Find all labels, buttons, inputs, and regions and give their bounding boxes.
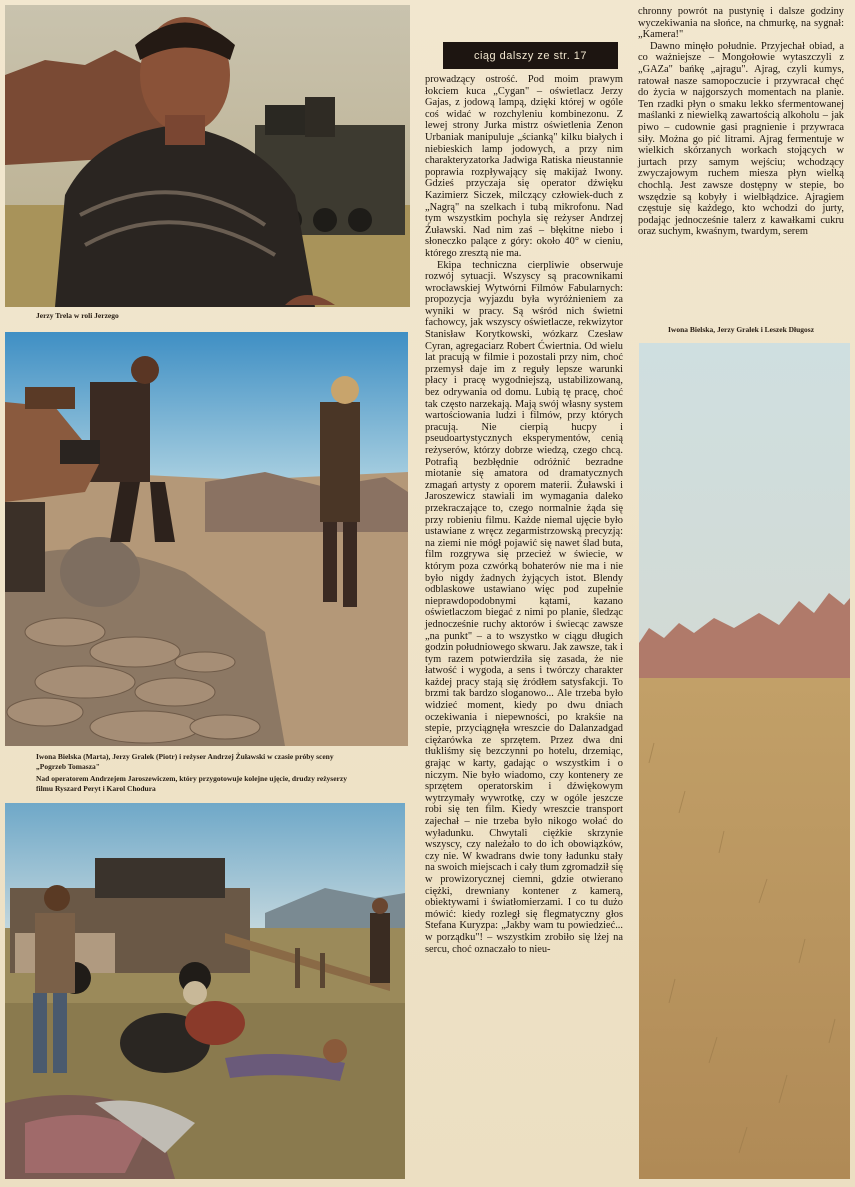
caption-photo3 <box>36 774 406 794</box>
article-paragraph: prowadzący ostrość. Pod moim prawym łokciem kuca „Cygan" – oświetlacz Jerzy Gajas, z jodową lampą, dzięki której w ogóle coś widać w rozchyleniu kombinezonu. Z lewej strony Jurka mistrz oświetlenia Zenon Urbaniak manipuluje „ścianką" kilku białych i niebieskich lamp jodowych, a przy nim charakteryzatorka Jadwiga Ratiska nieustannie poprawia rozpływający się makijaż Iwony. Gdzieś przyczaja się operator dźwięku Kazimierz Siczek, milczący człowiek-duch z „Nagrą" na szelkach i tubą mikrofonu. Nad tym wszystkim pochyla się reżyser Andrzej Żuławski. Nad nim zaś – błękitne niebo i słoneczko palące z góry: około 40° w cieniu, którego zresztą nie ma. <box>425 74 623 259</box>
caption-photo4: Iwona Bielska, Jerzy Gralek i Leszek Długosz <box>668 325 815 334</box>
caption-photo2 <box>36 752 406 772</box>
caption-photo3-line1: Nad operatorem Andrzejem Jaroszewiczem, który przygotowuje kolejne ujęcie, drudzy reżyserzy <box>36 774 347 783</box>
caption-photo2-line1: Iwona Bielska (Marta), Jerzy Gralek (Piotr) i reżyser Andrzej Żuławski w czasie próby sceny <box>36 752 334 761</box>
article-paragraph: chronny powrót na pustynię i dalsze godziny wyczekiwania na słońce, na chmurkę, na sygnał: „Kamera!" <box>638 6 844 41</box>
article-column-2 <box>638 6 844 324</box>
caption-photo2-line2: „Pogrzeb Tomasza" <box>36 762 100 771</box>
article-paragraph: Dawno minęło południe. Przyjechał obiad, a co ważniejsze – Mongołowie wytaszczyli z „GAZa" bańkę „ajragu". Ajrag, czyli kumys, ratował nasze samopoczucie i przywracał chęć do życia w najgorszych momentach na planie. Ten rzadki płyn o smaku lekko sfermentowanej maślanki z niewielką zawartością alkoholu – jak piwo – cudownie gasi pragnienie i przywraca siły. Można go pić litrami. Ajrag fermentuje w wielkich skórzanych workach stojących w jurtach przy samym wejściu; wchodzący zwyczajowym ruchem miesza płyn wielką chochlą. Jest zawsze dostępny w stepie, bo wszędzie są kobyły i wielbłądzice. Ajragiem częstuje się każdego, kto wchodzi do jurty, podając jednocześnie talerz z kawałkami cukru oraz suchym, kwaśnym, twardym, serem <box>638 40 844 238</box>
caption-photo3-line2: filmu Ryszard Peryt i Karol Chodura <box>36 784 156 793</box>
photo-steppe <box>639 343 850 1179</box>
photo-jerzy-trela <box>5 5 410 307</box>
photo-crew-truck <box>5 803 405 1179</box>
caption-photo1: Jerzy Trela w roli Jerzego <box>36 311 119 320</box>
article-paragraph: Ekipa techniczna cierpliwie obserwuje rozwój sytuacji. Wszyscy są pracownikami wrocławskiej Wytwórni Filmów Fabularnych: propozycja wyjazdu była wyróżnieniem za wyniki w pracy. Są wśród nich świetni fachowcy, jak wszyscy oświetlacze, rekwizytor Stanisław Korytkowski, wózkarz Czesław Cyran, agregaciarz Robert Ćwiertnia. Od wielu lat pracują w filmie i pozostali przy nim, choć przemysł daje im z reguły lepsze warunki płacy i pracę wygodniejszą, ustabilizowaną, bez odrywania od domu. Lubią tę pracę, choć tak często narzekają. Mają swój własny system wartościowania ludzi i filmów, przy których pracują. Nie cierpią hucpy i pseudoartystycznych eksperymentów, cenią reżyserów, którzy dobrze wiedzą, czego chcą. Potrafią bezbłędnie odróżnić bezradne miotanie się amatora od dramatycznych zmagań artysty z oporem materii. Żuławski i Jaroszewicz stawiali im wymagania daleko przekraczające to, czego normalnie żąda się przy robieniu filmu. Każde niemal ujęcie było ustawiane z wręcz zegarmistrzowską precyzją: na ziemi nie mógł pojawić się nawet ślad buta, film rozgrywa się przecież w świecie, w którym poza czwórką bohaterów nie ma i nie było nigdy żadnych żyjących istot. Blendy odblaskowe ustawiano więc pod zupełnie nieprawdopodobnymi kątami, kazano oświetlaczom biegać z nimi po planie, śledząc jednocześnie ruchy aktorów i świecąc zawsze „na punkt" – a to wszystko w ciągu długich godzin południowego skwaru. Jak zawsze, tak i tym razem potwierdziła się zasada, że nie łatwość i wygoda, a sens i twórczy charakter każdej pracy stają się źródłem satysfakcji. To brzmi tak bardzo sloganowo... Ale trzeba było widzieć moment, kiedy po dwu dniach oczekiwania i niepewności, po krakśie na stepie, przyciągnęła wreszcie do Dalanzadgad ciężarówka ze sprzętem. Przez dwa dni tłukliśmy się bezczynni po hotelu, drzemiąc, grając w karty, gadając o wszystkim i o niczym. Nie było wiadomo, czy kontenery ze sprzętem operatorskim i dźwiękowym wytrzymały wywrotkę, czy w ogóle jeszcze robi się ten film. Kiedy wreszcie transport zajechał – nie trzeba było nikogo wołać do wyładunku. Chwytali ciężkie skrzynie wszyscy, czy należało to do ich obowiązków, czy nie. W kwadrans dwie tony ładunku stały na swoich miejscach i cały tłum zgromadził się w prowizorycznej ciemni, gdzie otwierano ciężki, drewniany kontener z kamerą, obiektywami i światłomierzami. I co tu dużo mówić: kiedy rozległ się flegmatyczny głos Stefana Kuryzpa: „Jakby wam tu powiedzieć... w porządku"! – wszystkim zrobiło się lżej na sercu, choć oznaczało to nieu- <box>425 259 623 955</box>
photo-rehearsal <box>5 332 408 746</box>
article-column-1 <box>425 74 623 1180</box>
continuation-banner: ciąg dalszy ze str. 17 <box>443 42 618 69</box>
